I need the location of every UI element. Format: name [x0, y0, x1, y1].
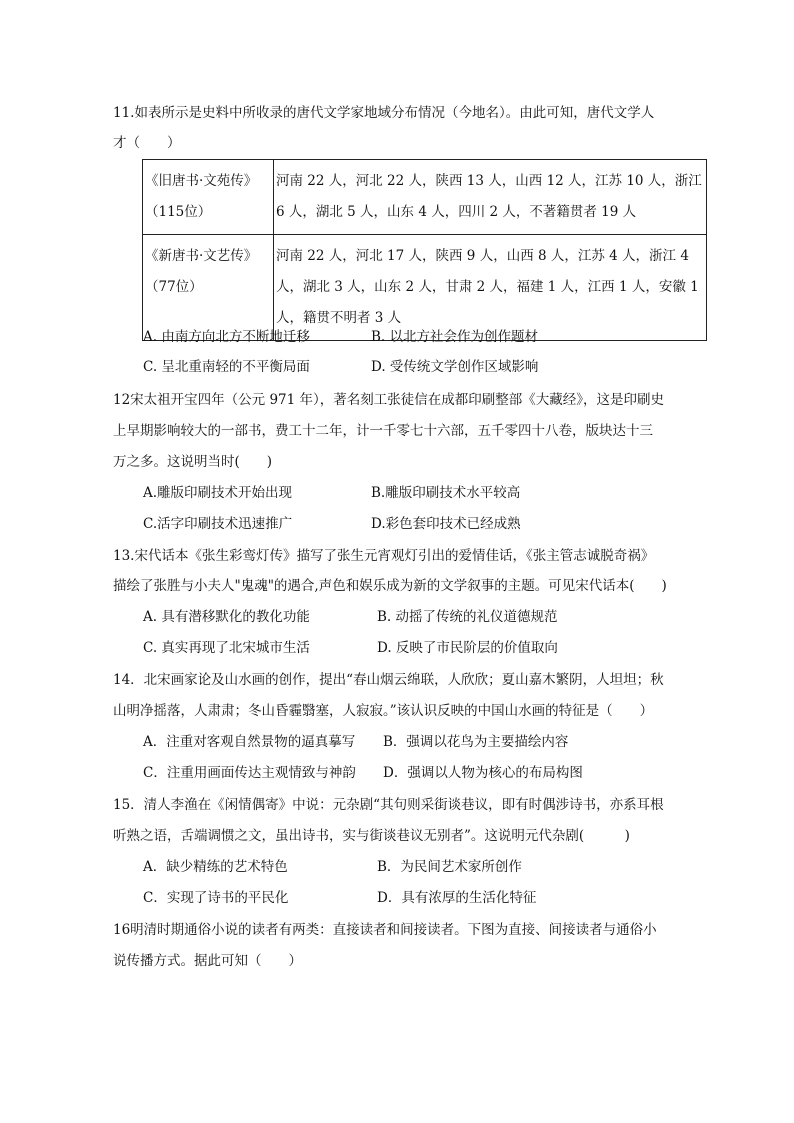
table-cell-book	[143, 235, 274, 341]
table-cell-book	[143, 160, 274, 235]
book-count: （77位）	[145, 279, 203, 295]
q12-option-b: B.雕版印刷技术水平较高	[371, 485, 521, 501]
q12-option-d: D.彩色套印技术已经成熟	[371, 516, 521, 532]
book-count: （115位）	[145, 204, 212, 220]
q12-option-a: A.雕版印刷技术开始出现	[143, 485, 293, 501]
table-cell-distribution: 河南 22 人，河北 17 人，陕西 9 人，山西 8 人，江苏 4 人，浙江 4 人，湖北 3 人，山东 2 人，甘肃 2 人，福建 1 人，江西 1 人，安徽 1 人，籍贯不明者 3 人	[274, 235, 707, 341]
q14-option-a: A．注重对客观自然景物的逼真摹写	[143, 734, 356, 750]
q15-option-a: A．缺少精练的艺术特色	[143, 859, 288, 875]
q14-option-b: B．强调以花鸟为主要描绘内容	[383, 734, 569, 750]
q13-option-a: A. 具有潜移默化的教化功能	[143, 609, 310, 625]
q14-option-d: D．强调以人物为核心的布局构图	[383, 765, 583, 781]
table-row	[143, 235, 707, 341]
q11-option-a: A. 由南方向北方不断地迁移	[143, 329, 310, 345]
q16-stem-line1: 16明清时期通俗小说的读者有两类：直接读者和间接读者。下图为直接、间接读者与通俗小	[113, 922, 657, 938]
q12-stem-line1: 12宋太祖开宝四年（公元 971 年），著名刻工张徒信在成都印刷整部《大藏经》，这是印刷史	[113, 392, 665, 408]
q14-stem-line2: 山明净摇落，人肃肃；冬山昏霾翳塞，人寂寂。”该认识反映的中国山水画的特征是（ ）	[113, 703, 654, 719]
q11-source-table	[142, 159, 707, 341]
table-row	[143, 160, 707, 235]
q13-stem-line2: 描绘了张胜与小夫人"鬼魂"的遇合,声色和娱乐成为新的文学叙事的主题。可见宋代话本( )	[113, 578, 667, 594]
q13-option-c: C. 真实再现了北宋城市生活	[143, 640, 310, 656]
book-title: 《新唐书·文艺传》	[145, 248, 258, 264]
q12-stem-line3: 万之多。这说明当时( )	[113, 454, 273, 470]
q13-option-b: B. 动摇了传统的礼仪道德规范	[377, 609, 558, 625]
q11-option-c: C. 呈北重南轻的不平衡局面	[143, 359, 310, 375]
q15-option-b: B．为民间艺术家所创作	[377, 859, 522, 875]
q11-option-d: D. 受传统文学创作区域影响	[371, 359, 539, 375]
q15-option-d: D．具有浓厚的生活化特征	[377, 890, 537, 906]
q12-option-c: C.活字印刷技术迅速推广	[143, 516, 293, 532]
q13-option-d: D. 反映了市民阶层的价值取向	[377, 640, 558, 656]
q15-option-c: C．实现了诗书的平民化	[143, 890, 289, 906]
q11-stem-line1: 11.如表所示是史料中所收录的唐代文学家地域分布情况（今地名）。由此可知，唐代文学人	[113, 105, 655, 121]
q15-stem-line1: 15．清人李渔在《闲情偶寄》中说：元杂剧“其句则采街谈巷议，即有时偶涉诗书，亦系耳根	[113, 797, 664, 813]
q16-stem-line2: 说传播方式。据此可知（ ）	[113, 953, 302, 969]
q13-stem-line1: 13.宋代话本《张生彩鸾灯传》描写了张生元宵观灯引出的爱情佳话，《张主管志诚脱奇祸》	[113, 548, 655, 564]
q11-stem-line2: 才（ ）	[113, 135, 181, 151]
q14-option-c: C．注重用画面传达主观情致与神韵	[143, 765, 356, 781]
table-cell-distribution: 河南 22 人，河北 22 人，陕西 13 人，山西 12 人，江苏 10 人，浙江 6 人，湖北 5 人，山东 4 人，四川 2 人，不著籍贯者 19 人	[274, 160, 707, 235]
q15-stem-line2: 听熟之语，舌端调惯之文，虽出诗书，实与街谈巷议无别者”。这说明元代杂剧( )	[113, 828, 630, 844]
q12-stem-line2: 上早期影响较大的一部书，费工十二年，计一千零七十六部，五千零四十八卷，版块达十三	[113, 423, 653, 439]
q14-stem-line1: 14．北宋画家论及山水画的创作，提出“春山烟云绵联，人欣欣；夏山嘉木繁阴，人坦坦；秋	[113, 672, 664, 688]
book-title: 《旧唐书·文苑传》	[145, 173, 258, 189]
q11-option-b: B. 以北方社会作为创作题材	[371, 329, 539, 345]
